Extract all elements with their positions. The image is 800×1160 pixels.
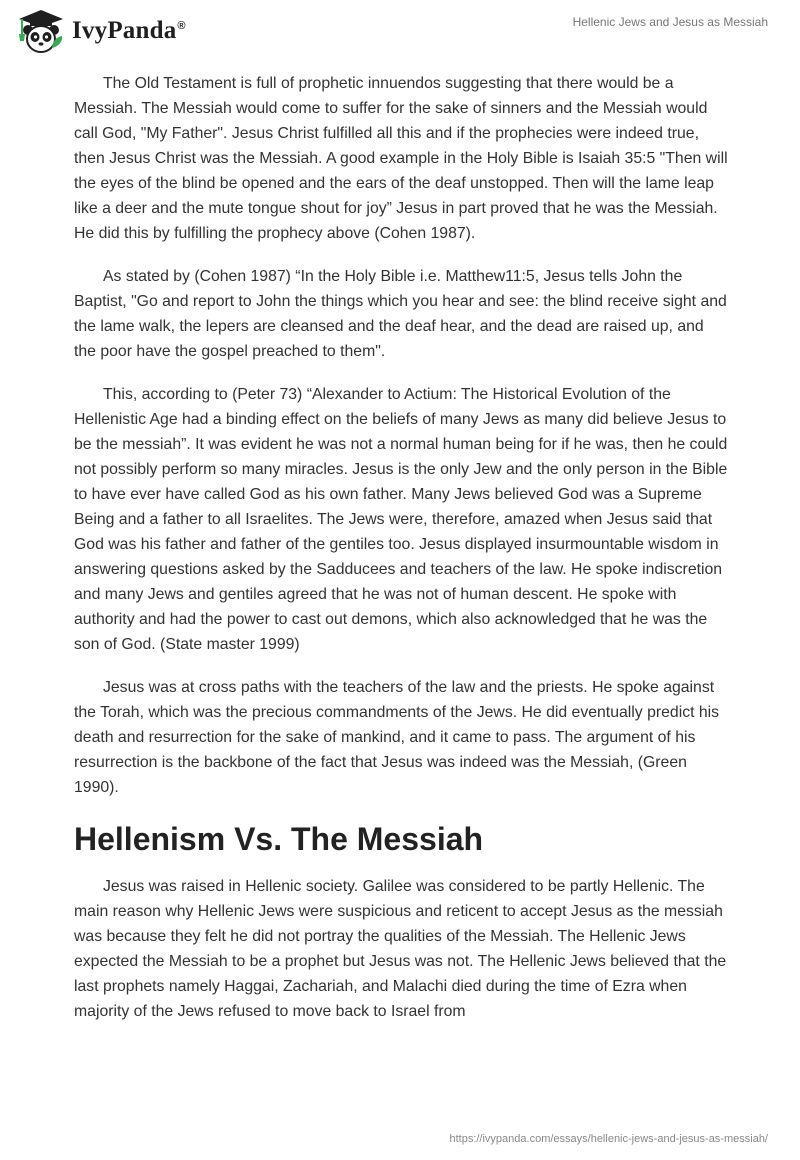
section-heading: Hellenism Vs. The Messiah xyxy=(74,821,484,857)
body-paragraph: The Old Testament is full of prophetic innuendos suggesting that there would be a Messiah. The Messiah would come to suffer for the sake of sinners and the Messiah would call God, "My Father". Jesus Christ fulfilled all this and if the prophecies were indeed true, then Jesus Christ was the Messiah. A good example in the Holy Bible is Isaiah 35:5 "Then will the eyes of the blind be opened and the ears of the deaf unstopped. Then will the lame leap like a deer and the mute tongue shout for joy” Jesus in part proved that he was the Messiah. He did this by fulfilling the prophecy above (Cohen 1987). xyxy=(74,75,728,242)
body-paragraph: This, according to (Peter 73) “Alexander to Actium: The Historical Evolution of the Hellenistic Age had a binding effect on the beliefs of many Jews as many did believe Jesus to be the messiah”. It was evident he was not a normal human being for if he was, then he could not possibly perform so many miracles. Jesus is the only Jew and the only person in the Bible to have ever have called God as his own father. Many Jews believed God was a Supreme Being and a father to all Israelites. The Jews were, therefore, amazed when Jesus said that God was his father and father of the gentiles too. Jesus displayed insurmountable wisdom in answering questions asked by the Sadducees and teachers of the law. He spoke indiscretion and many Jews and gentiles agreed that he was not of human descent. He spoke with authority and had the power to cast out demons, which also acknowledged that he was the son of God. (State master 1999) xyxy=(74,386,728,653)
document-title: Hellenic Jews and Jesus as Messiah xyxy=(572,15,768,29)
ivypanda-logo[interactable] xyxy=(16,8,186,54)
body-paragraph: Jesus was at cross paths with the teachers of the law and the priests. He spoke against the Torah, which was the precious commandments of the Jews. He did eventually predict his death and resurrection for the sake of mankind, and it came to pass. The argument of his resurrection is the backbone of the fact that Jesus was indeed was the Messiah, (Green 1990). xyxy=(74,679,720,796)
brand-name: IvyPanda® xyxy=(72,17,186,44)
source-url[interactable]: https://ivypanda.com/essays/hellenic-jews-and-jesus-as-messiah/ xyxy=(449,1133,768,1145)
body-paragraph: As stated by (Cohen 1987) “In the Holy Bible i.e. Matthew11:5, Jesus tells John the Baptist, "Go and report to John the things which you hear and see: the blind receive sight and the lame walk, the lepers are cleansed and the deaf hear, and the dead are raised up, and the poor have the gospel preached to them". xyxy=(74,268,727,360)
essay-content xyxy=(74,71,730,1042)
body-paragraph: Jesus was raised in Hellenic society. Galilee was considered to be partly Hellenic. The main reason why Hellenic Jews were suspicious and reticent to accept Jesus as the messiah was because they felt he did not portray the qualities of the Messiah. The Hellenic Jews expected the Messiah to be a prophet but Jesus was not. The Hellenic Jews believed that the last prophets namely Haggai, Zachariah, and Malachi died during the time of Ezra when majority of the Jews refused to move back to Israel from xyxy=(74,878,727,1020)
page-header xyxy=(0,0,800,60)
panda-graduate-icon xyxy=(16,8,66,54)
